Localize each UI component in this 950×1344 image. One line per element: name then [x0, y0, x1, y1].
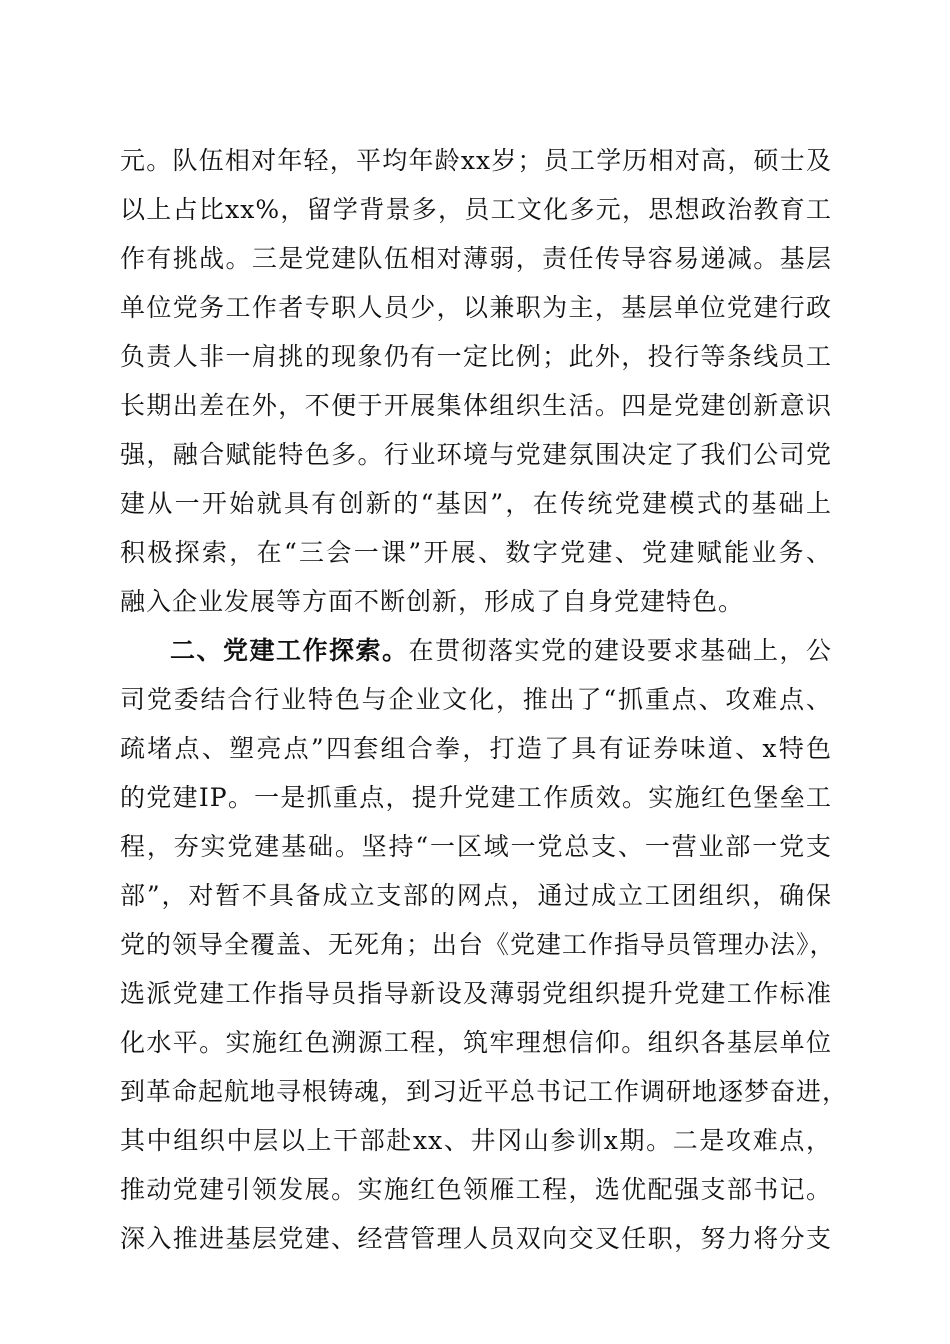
- paragraph-line: 化水平。实施红色溯源工程，筑牢理想信仰。组织各基层单位: [120, 1028, 832, 1057]
- paragraph-line: 建从一开始就具有创新的“基因”，在传统党建模式的基础上: [120, 489, 832, 518]
- paragraph-line: 选派党建工作指导员指导新设及薄弱党组织提升党建工作标准: [120, 979, 832, 1008]
- paragraph-line: 推动党建引领发展。实施红色领雁工程，选优配强支部书记。: [120, 1175, 832, 1204]
- paragraph-first-line: [170, 631, 832, 671]
- paragraph-line: 强，融合赋能特色多。行业环境与党建氛围决定了我们公司党: [120, 440, 832, 469]
- paragraph-line: 司党委结合行业特色与企业文化，推出了“抓重点、攻难点、: [120, 685, 832, 714]
- paragraph-line: 元。队伍相对年轻，平均年龄xx岁；员工学历相对高，硕士及: [120, 146, 832, 175]
- section-heading: 二、党建工作探索。: [170, 636, 409, 665]
- paragraph-line: 积极探索，在“三会一课”开展、数字党建、党建赋能业务、: [120, 538, 832, 567]
- paragraph-line: 疏堵点、塑亮点”四套组合拳，打造了具有证券味道、x特色: [120, 734, 832, 763]
- paragraph-line: 作有挑战。三是党建队伍相对薄弱，责任传导容易递减。基层: [120, 244, 832, 273]
- paragraph-line: 到革命起航地寻根铸魂，到习近平总书记工作调研地逐梦奋进，: [120, 1077, 849, 1106]
- paragraph-line: 其中组织中层以上干部赴xx、井冈山参训x期。二是攻难点，: [120, 1126, 832, 1155]
- paragraph-line: 长期出差在外，不便于开展集体组织生活。四是党建创新意识: [120, 391, 832, 420]
- paragraph-line: 以上占比xx%，留学背景多，员工文化多元，思想政治教育工: [120, 195, 832, 224]
- paragraph-line: 融入企业发展等方面不断创新，形成了自身党建特色。: [120, 587, 745, 616]
- paragraph-line: 负责人非一肩挑的现象仍有一定比例；此外，投行等条线员工: [120, 342, 832, 371]
- paragraph-line: 的党建IP。一是抓重点，提升党建工作质效。实施红色堡垒工: [120, 783, 832, 812]
- paragraph-text: 在贯彻落实党的建设要求基础上，公: [408, 636, 832, 665]
- paragraph-line: 深入推进基层党建、经营管理人员双向交叉任职，努力将分支: [120, 1224, 832, 1253]
- paragraph-line: 单位党务工作者专职人员少，以兼职为主，基层单位党建行政: [120, 293, 832, 322]
- paragraph-line: 部”，对暂不具备成立支部的网点，通过成立工团组织，确保: [120, 881, 832, 910]
- paragraph-line: 程，夯实党建基础。坚持“一区域一党总支、一营业部一党支: [120, 832, 832, 861]
- paragraph-line: 党的领导全覆盖、无死角；出台《党建工作指导员管理办法》，: [120, 930, 836, 959]
